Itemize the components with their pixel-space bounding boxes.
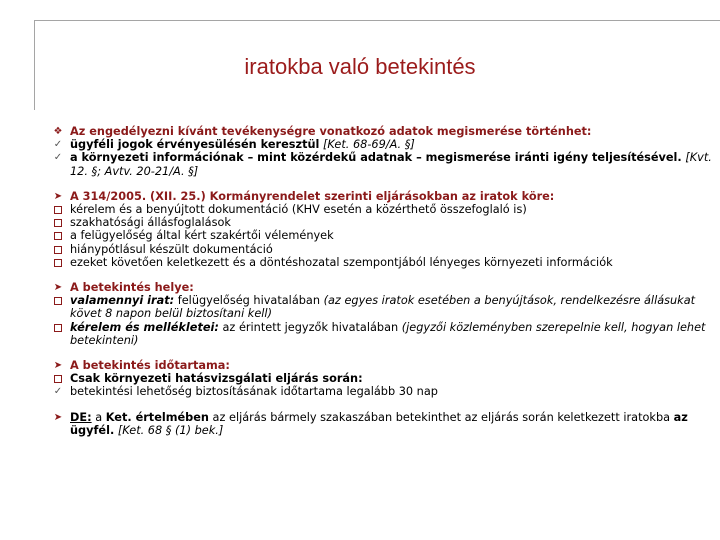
list-item: ❖ Az engedélyezni kívánt tevékenységre vonatkozó adatok megismerése történhet: <box>53 125 592 138</box>
section-heading: ➤ A betekintés helye: <box>53 281 194 295</box>
list-item: ✓ a környezeti információnak – mint közérdekű adatnak – megismerése iránti igény teljesítésével. [Kvt. 12. §; Avtv. 20-21/A. §] <box>53 151 712 178</box>
checkmark-icon: ✓ <box>53 152 63 164</box>
arrow-bullet-icon: ➤ <box>53 411 63 423</box>
list-item: ➤ DE: a Ket. értelmében az eljárás bármely szakaszában betekinthet az eljárás során keletkezett iratokba az ügyfél. [Ket. 68 § (1) bek.] <box>53 410 688 437</box>
checkmark-icon: ✓ <box>53 386 63 398</box>
arrow-bullet-icon: ➤ <box>53 282 63 294</box>
list-item: valamennyi irat: felügyelőség hivatalában (az egyes iratok esetében a benyújtások, rendelkezésre állásukat követ 8 napon belül biztosítani kell) <box>48 294 712 320</box>
list-item: hiánypótlásul készült dokumentáció <box>48 243 712 256</box>
list-item: a felügyelőség által kért szakértői vélemények <box>48 229 712 242</box>
square-bullet-icon <box>54 259 62 267</box>
list-item: kérelem és mellékletei: az érintett jegyzők hivatalában (jegyzői közleményben szerepelnie kell, hogyan lehet betekinteni) <box>48 321 712 347</box>
square-bullet-icon <box>54 246 62 254</box>
square-bullet-icon <box>54 375 62 383</box>
section-heading: ➤ A 314/2005. (XII. 25.) Kormányrendelet szerinti eljárásokban az iratok köre: <box>53 189 555 203</box>
square-bullet-icon <box>54 232 62 240</box>
slide-body <box>48 125 712 437</box>
list-item: kérelem és a benyújtott dokumentáció (KHV esetén a közérthető összefoglaló is) <box>48 203 712 216</box>
section-heading: ➤ A betekintés időtartama: <box>53 359 230 373</box>
list-item: Csak környezeti hatásvizsgálati eljárás során: <box>48 372 712 385</box>
list-item: ezeket követően keletkezett és a döntéshozatal szempontjából lényeges környezeti információk <box>48 256 712 269</box>
list-item: ✓ ügyféli jogok érvényesülésén keresztül [Ket. 68-69/A. §] <box>53 138 415 152</box>
page-title: iratokba való betekintés <box>244 54 476 79</box>
arrow-bullet-icon: ➤ <box>53 190 63 202</box>
list-item: ✓ betekintési lehetőség biztosításának időtartama legalább 30 nap <box>53 385 438 399</box>
arrow-bullet-icon: ➤ <box>53 360 63 372</box>
frame-top-line <box>34 20 720 21</box>
square-bullet-icon <box>54 324 62 332</box>
square-bullet-icon <box>54 219 62 227</box>
square-bullet-icon <box>54 206 62 214</box>
list-item: szakhatósági állásfoglalások <box>48 216 712 229</box>
checkmark-icon: ✓ <box>53 139 63 151</box>
diamond-bullet-icon: ❖ <box>53 126 63 137</box>
square-bullet-icon <box>54 297 62 305</box>
